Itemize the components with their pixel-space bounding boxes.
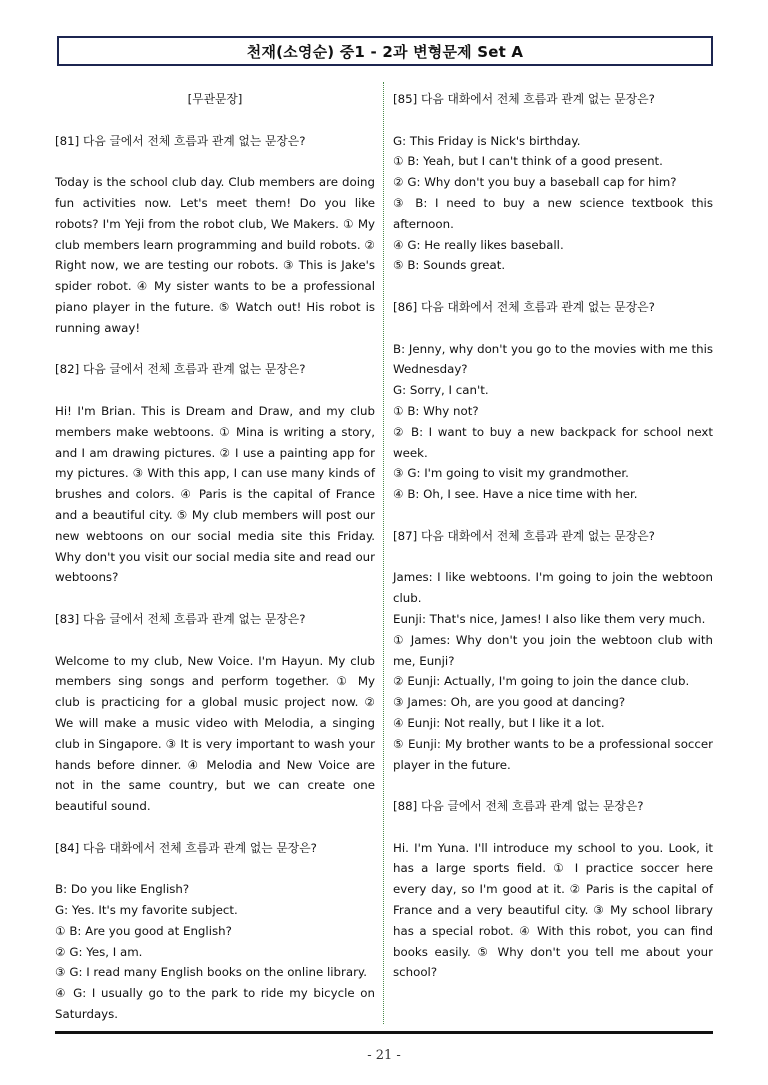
left-column: [55, 89, 375, 1025]
question-82-passage: Hi! I'm Brian. This is Dream and Draw, and my club members make webtoons. ① Mina is writing a story, and I am drawing pictures. ② I use a painting app for my pictures. ③ With this app, I can use many kinds of brushes and colors. ④ Paris is the capital of France and a beautiful city. ⑤ My club members will post our new webtoons on our social media site this Friday. Why don't you visit our social media site and read our webtoons?: [55, 403, 375, 585]
dialogue-line: ② Eunji: Actually, I'm going to join the dance club.: [393, 674, 690, 689]
question-87-title: [87] 다음 대화에서 전체 흐름과 관계 없는 문장은?: [393, 528, 655, 543]
dialogue-line: G: Sorry, I can't.: [393, 383, 489, 398]
question-88-passage: Hi. I'm Yuna. I'll introduce my school to you. Look, it has a large sports field. ① I practice soccer here every day, so I'm good at it. ② Paris is the capital of France and a very beautiful city. ③ My school library has a special robot. ④ With this robot, you can find books easily. ⑤ Why don't you tell me about your school?: [393, 840, 713, 980]
question-85-title: [85] 다음 대화에서 전체 흐름과 관계 없는 문장은?: [393, 92, 655, 106]
question-86-title: [86] 다음 대화에서 전체 흐름과 관계 없는 문장은?: [393, 299, 655, 314]
dialogue-line: ① B: Are you good at English?: [55, 923, 232, 938]
question-88-title: [88] 다음 글에서 전체 흐름과 관계 없는 문장은?: [393, 799, 644, 814]
dialogue-line: ③ James: Oh, are you good at dancing?: [393, 695, 626, 710]
dialogue-line: ⑤ Eunji: My brother wants to be a professional soccer player in the future.: [393, 736, 713, 772]
dialogue-line: ③ B: I need to buy a new science textbook this afternoon.: [393, 195, 713, 231]
footer-rule: [55, 1031, 713, 1034]
dialogue-line: Eunji: That's nice, James! I also like them very much.: [393, 611, 706, 626]
page-header: [57, 36, 713, 66]
column-divider: [383, 82, 384, 1024]
dialogue-line: ② G: Yes, I am.: [55, 944, 143, 959]
dialogue-line: ③ G: I read many English books on the online library.: [55, 965, 367, 980]
dialogue-line: ④ B: Oh, I see. Have a nice time with her.: [393, 487, 638, 502]
dialogue-line: ① B: Why not?: [393, 403, 479, 418]
dialogue-line: ① B: Yeah, but I can't think of a good present.: [393, 154, 663, 169]
dialogue-line: ⑤ B: Sounds great.: [393, 258, 506, 273]
dialogue-line: G: Yes. It's my favorite subject.: [55, 903, 238, 918]
dialogue-line: ④ Eunji: Not really, but I like it a lot.: [393, 715, 605, 730]
dialogue-line: B: Do you like English?: [55, 882, 190, 897]
dialogue-line: ③ G: I'm going to visit my grandmother.: [393, 466, 629, 481]
right-column: [393, 89, 713, 983]
question-81-title: [81] 다음 글에서 전체 흐름과 관계 없는 문장은?: [55, 133, 306, 148]
dialogue-line: ② B: I want to buy a new backpack for school next week.: [393, 424, 713, 460]
dialogue-line: ④ G: He really likes baseball.: [393, 237, 564, 252]
dialogue-line: ② G: Why don't you buy a baseball cap for him?: [393, 175, 677, 190]
dialogue-line: ④ G: I usually go to the park to ride my bicycle on Saturdays.: [55, 986, 375, 1022]
question-84-title: [84] 다음 대화에서 전체 흐름과 관계 없는 문장은?: [55, 840, 317, 855]
page-number: - 21 -: [367, 1048, 401, 1063]
dialogue-line: B: Jenny, why don't you go to the movies with me this Wednesday?: [393, 341, 713, 377]
question-83-title: [83] 다음 글에서 전체 흐름과 관계 없는 문장은?: [55, 611, 306, 626]
page-title: 천재(소영순) 중1 - 2과 변형문제 Set A: [246, 42, 524, 61]
section-title: [무관문장]: [187, 92, 243, 106]
question-81-passage: Today is the school club day. Club members are doing fun activities now. Let's meet them! Do you like robots? I'm Yeji from the robot club, We Makers. ① My club members learn programming and build robots. ② Right now, we are testing our robots. ③ This is Jake's spider robot. ④ My sister wants to be a professional piano player in the future. ⑤ Watch out! His robot is running away!: [55, 175, 375, 335]
dialogue-line: James: I like webtoons. I'm going to join the webtoon club.: [393, 570, 713, 606]
dialogue-line: G: This Friday is Nick's birthday.: [393, 133, 581, 148]
dialogue-line: ① James: Why don't you join the webtoon club with me, Eunji?: [393, 632, 713, 668]
question-82-title: [82] 다음 글에서 전체 흐름과 관계 없는 문장은?: [55, 362, 306, 377]
question-83-passage: Welcome to my club, New Voice. I'm Hayun. My club members sing songs and perform together. ① My club is practicing for a global music project now. ② We will make a music video with Melodia, a singing club in Singapore. ③ It is very important to wash your hands before dinner. ④ Melodia and New Voice are not in the same country, but we can create one beautiful sound.: [55, 653, 375, 814]
